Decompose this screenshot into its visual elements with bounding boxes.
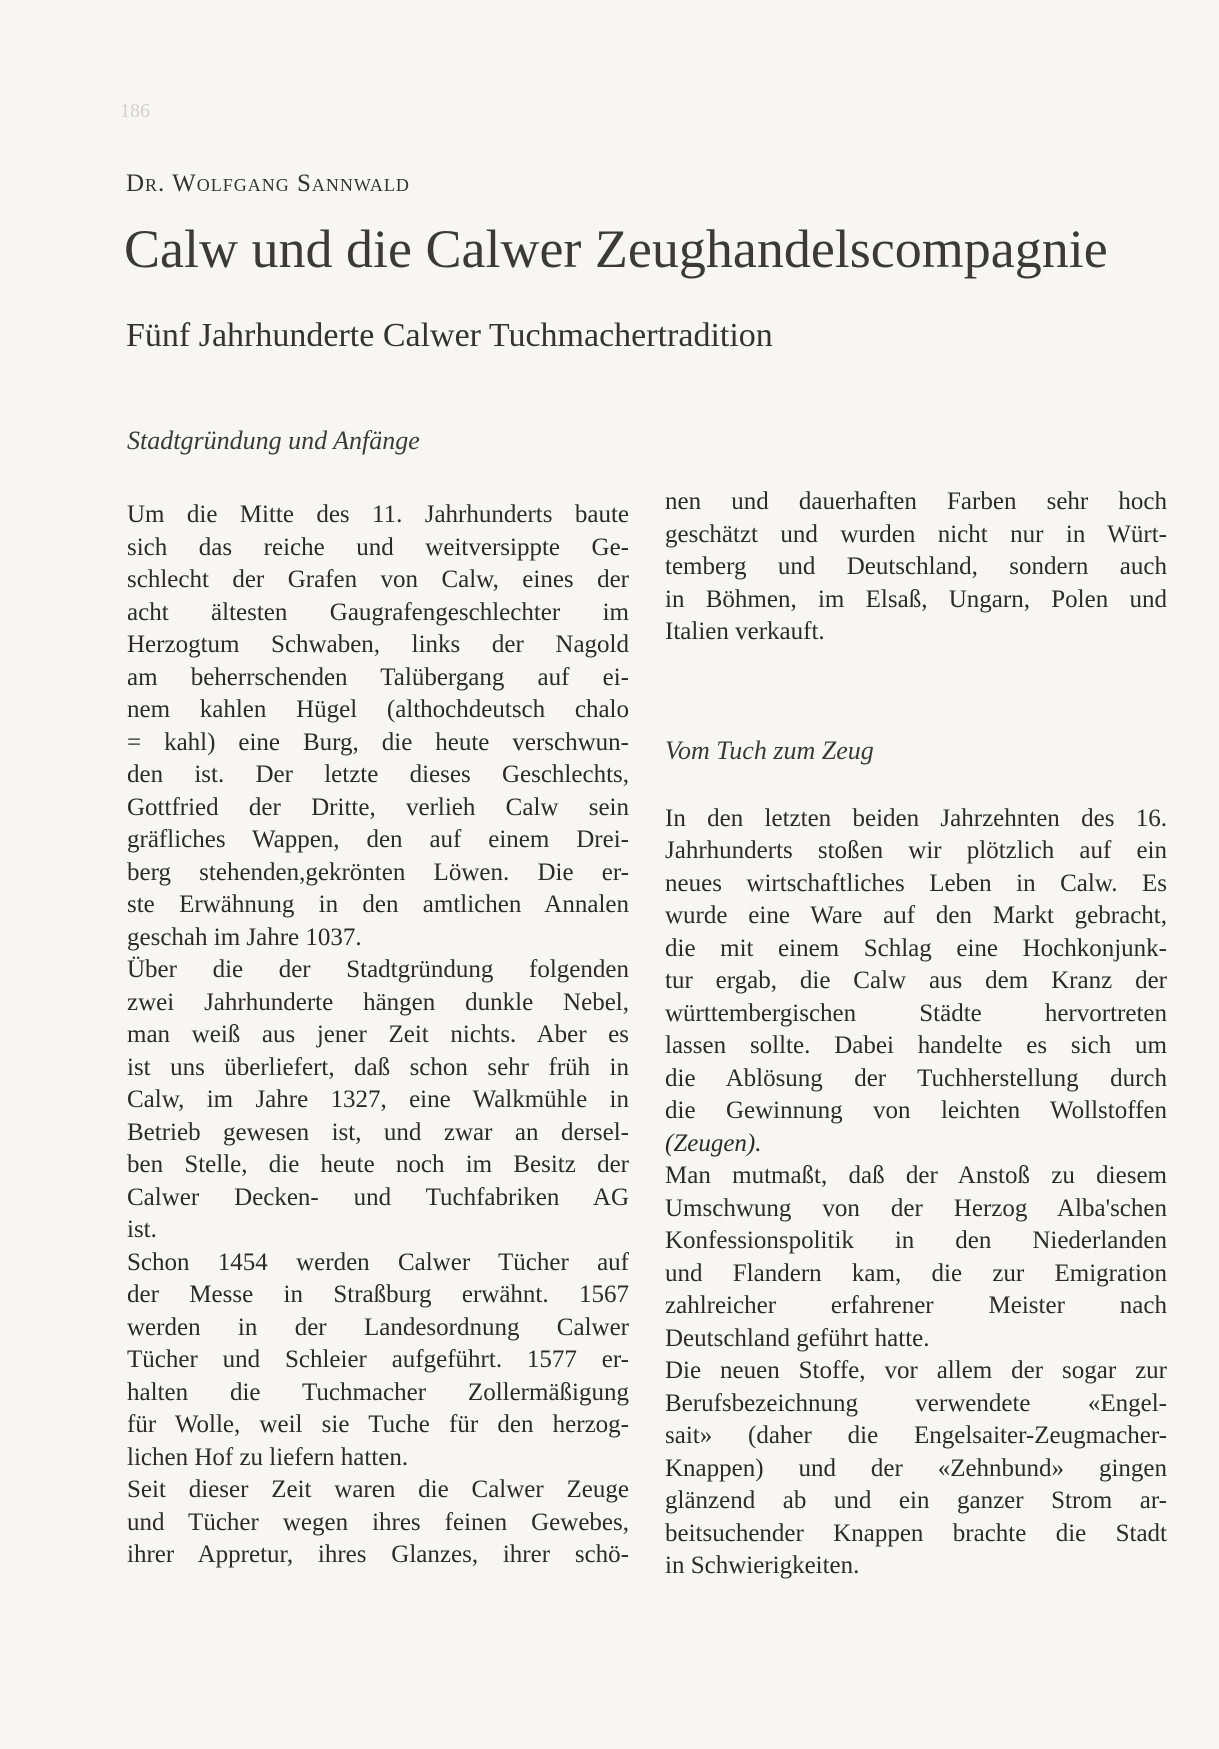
text-line: den ist. Der letzte dieses Geschlechts, <box>127 761 629 788</box>
text-line: und Flandern kam, die zur Emigration <box>665 1259 1167 1287</box>
text-line: ben Stelle, die heute noch im Besitz der <box>127 1151 629 1178</box>
text-line: Um die Mitte des 11. Jahrhunderts baute <box>127 501 629 528</box>
text-line: Gottfried der Dritte, verlieh Calw sein <box>127 793 629 821</box>
text-line: berg stehenden,gekrönten Löwen. Die er- <box>127 858 629 886</box>
text-line: die Ablösung der Tuchherstellung durch <box>665 1064 1167 1092</box>
text-line: schlecht der Grafen von Calw, eines der <box>127 566 629 593</box>
text-line: zahlreicher erfahrener Meister nach <box>665 1292 1167 1319</box>
text-line: zwei Jahrhunderte hängen dunkle Nebel, <box>127 988 629 1016</box>
article-subtitle: Fünf Jahrhunderte Calwer Tuchmachertradition <box>126 317 773 354</box>
text-line: die Gewinnung von leichten Wollstoffen <box>665 1097 1167 1124</box>
text-line: Umschwung von der Herzog Alba'schen <box>665 1194 1167 1222</box>
text-line: Konfessionspolitik in den Niederlanden <box>665 1227 1167 1254</box>
author-name: Dr. Wolfgang Sannwald <box>126 170 410 197</box>
text-line: geschah im Jahre 1037. <box>127 923 362 951</box>
text-line: In den letzten beiden Jahrzehnten des 16. <box>665 804 1167 832</box>
section-heading-tuch-zeug: Vom Tuch zum Zeug <box>665 735 874 765</box>
text-line: ist uns überliefert, daß schon sehr früh in <box>127 1053 629 1081</box>
text-line: Über die der Stadtgründung folgenden <box>127 956 629 983</box>
text-line: Calw, im Jahre 1327, eine Walkmühle in <box>127 1086 629 1113</box>
section-gap <box>665 649 1167 733</box>
text-line: Italien verkauft. <box>665 618 825 645</box>
text-line: tur ergab, die Calw aus dem Kranz der <box>665 967 1167 994</box>
text-line: ihrer Appretur, ihres Glanzes, ihrer schö- <box>127 1541 629 1568</box>
text-line: ste Erwähnung in den amtlichen Annalen <box>127 891 629 918</box>
text-line: Herzogtum Schwaben, links der Nagold <box>127 631 629 658</box>
text-line: lassen sollte. Dabei handelte es sich um <box>665 1032 1167 1059</box>
text-line: = kahl) eine Burg, die heute verschwun- <box>127 728 629 756</box>
text-line: gräfliches Wappen, den auf einem Drei- <box>127 826 629 853</box>
text-line: geschätzt und wurden nicht nur in Würt- <box>665 520 1167 548</box>
text-line: nen und dauerhaften Farben sehr hoch <box>665 488 1167 515</box>
text-line: Knappen) und der «Zehnbund» gingen <box>665 1454 1167 1482</box>
text-line: temberg und Deutschland, sondern auch <box>665 553 1167 580</box>
text-line: sait» (daher die Engelsaiter-Zeugmacher- <box>665 1422 1167 1449</box>
text-line: Berufsbezeichnung verwendete «Engel- <box>665 1389 1167 1417</box>
text-line: für Wolle, weil sie Tuche für den herzog- <box>127 1411 629 1438</box>
text-line: am beherrschenden Talübergang auf ei- <box>127 663 629 691</box>
text-line: acht ältesten Gaugrafengeschlechter im <box>127 598 629 626</box>
page-number: 186 <box>120 100 150 122</box>
text-line: Betrieb gewesen ist, und zwar an dersel- <box>127 1118 629 1146</box>
text-line: Man mutmaßt, daß der Anstoß zu diesem <box>665 1162 1167 1189</box>
text-line: die mit einem Schlag eine Hochkonjunk- <box>665 934 1167 962</box>
text-line: neues wirtschaftliches Leben in Calw. Es <box>665 869 1167 897</box>
text-line: halten die Tuchmacher Zollermäßigung <box>127 1378 629 1406</box>
text-line: nem kahlen Hügel (althochdeutsch chalo <box>127 696 629 723</box>
text-line: Jahrhunderts stoßen wir plötzlich auf ein <box>665 837 1167 864</box>
right-column <box>665 486 1167 1583</box>
text-line: lichen Hof zu liefern hatten. <box>127 1443 409 1471</box>
text-line: glänzend ab und ein ganzer Strom ar- <box>665 1487 1167 1514</box>
text-line: in Schwierigkeiten. <box>665 1552 860 1579</box>
text-line: Die neuen Stoffe, vor allem der sogar zur <box>665 1357 1167 1384</box>
text-line: in Böhmen, im Elsaß, Ungarn, Polen und <box>665 585 1167 613</box>
text-line: Tücher und Schleier aufgeführt. 1577 er- <box>127 1346 629 1373</box>
text-line: ist. <box>127 1216 157 1243</box>
text-line: der Messe in Straßburg erwähnt. 1567 <box>127 1281 629 1308</box>
text-line: Schon 1454 werden Calwer Tücher auf <box>127 1248 629 1276</box>
text-line: Seit dieser Zeit waren die Calwer Zeuge <box>127 1476 629 1503</box>
article-title: Calw und die Calwer Zeughandelscompagnie <box>124 219 1108 279</box>
text-line: (Zeugen). <box>665 1129 762 1157</box>
section-heading-stadtgruendung: Stadtgründung und Anfänge <box>127 426 420 455</box>
text-line: sich das reiche und weitversippte Ge- <box>127 533 629 561</box>
text-line: und Tücher wegen ihres feinen Gewebes, <box>127 1508 629 1536</box>
text-line: man weiß aus jener Zeit nichts. Aber es <box>127 1021 629 1048</box>
text-line: Calwer Decken- und Tuchfabriken AG <box>127 1183 629 1211</box>
left-column <box>127 423 629 1572</box>
text-line: Deutschland geführt hatte. <box>665 1324 930 1352</box>
text-line: beitsuchender Knappen brachte die Stadt <box>665 1519 1167 1547</box>
text-line: werden in der Landesordnung Calwer <box>127 1313 629 1341</box>
text-line: württembergischen Städte hervortreten <box>665 999 1167 1027</box>
text-line: wurde eine Ware auf den Markt gebracht, <box>665 902 1167 929</box>
